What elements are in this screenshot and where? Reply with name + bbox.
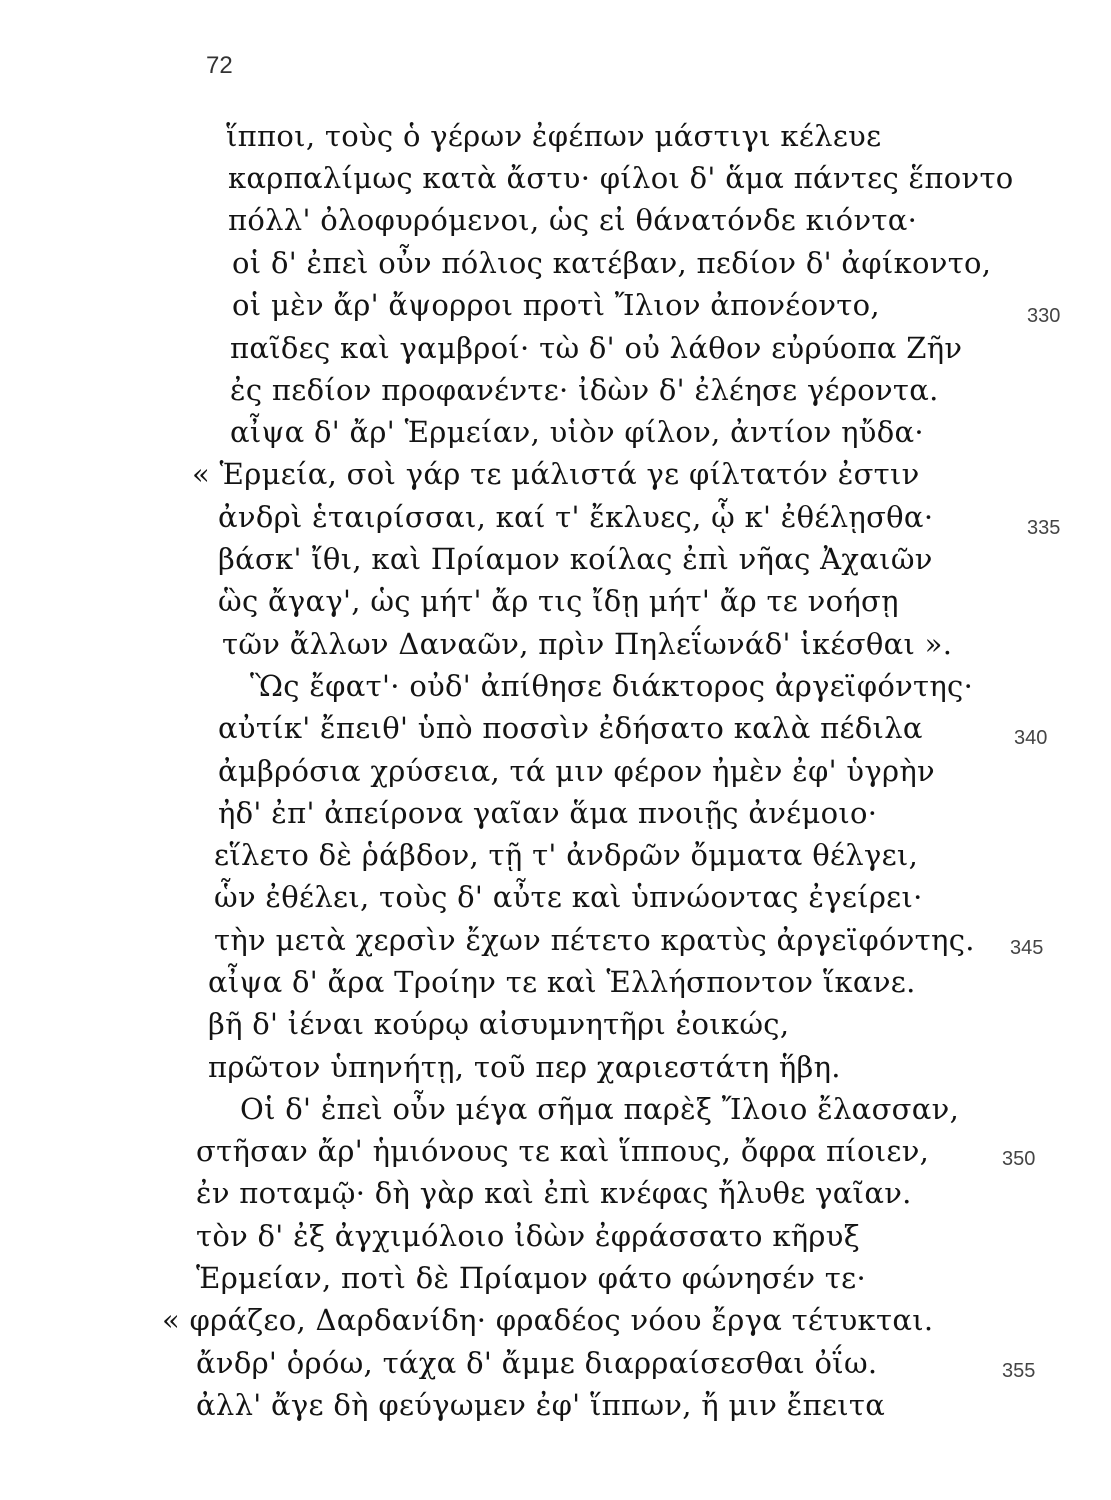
line-number: 350 — [1002, 1148, 1036, 1170]
verse-line: βῆ δ' ἰέναι κούρῳ αἰσυμνητῆρι ἐοικώς, — [208, 1007, 790, 1041]
verse-line: αὐτίκ' ἔπειθ' ὑπὸ ποσσὶν ἐδήσατο καλὰ πέδιλα — [218, 711, 923, 745]
verse-line: ὣς ἄγαγ', ὡς μήτ' ἄρ τις ἴδῃ μήτ' ἄρ τε νοήσῃ — [218, 584, 899, 618]
verse-line: οἱ δ' ἐπεὶ οὖν πόλιος κατέβαν, πεδίον δ' ἀφίκοντο, — [232, 246, 992, 280]
verse-line: πόλλ' ὀλοφυρόμενοι, ὡς εἰ θάνατόνδε κιόντα· — [228, 203, 918, 237]
line-number: 345 — [1010, 937, 1044, 959]
verse-line: ἀλλ' ἄγε δὴ φεύγωμεν ἐφ' ἵππων, ἤ μιν ἔπειτα — [196, 1388, 886, 1422]
verse-line: Οἱ δ' ἐπεὶ οὖν μέγα σῆμα παρὲξ Ἴλοιο ἔλασσαν, — [240, 1092, 960, 1126]
page-number: 72 — [206, 52, 233, 79]
verse-line: Ἑρμείαν, ποτὶ δὲ Πρίαμον φάτο φώνησέν τε· — [196, 1261, 866, 1295]
verse-line: αἶψα δ' ἄρ' Ἑρμείαν, υἱὸν φίλον, ἀντίον ηὔδα· — [230, 415, 924, 449]
verse-line: ἠδ' ἐπ' ἀπείρονα γαῖαν ἅμα πνοιῇς ἀνέμοιο· — [218, 796, 878, 830]
verse-line: καρπαλίμως κατὰ ἄστυ· φίλοι δ' ἅμα πάντες ἕποντο — [228, 161, 1014, 195]
line-number: 335 — [1027, 517, 1061, 539]
verse-line: ἐν ποταμῷ· δὴ γὰρ καὶ ἐπὶ κνέφας ἤλυθε γαῖαν. — [196, 1176, 912, 1210]
verse-line: αἶψα δ' ἄρα Τροίην τε καὶ Ἑλλήσποντον ἵκανε. — [208, 965, 916, 999]
verse-line: παῖδες καὶ γαμβροί· τὼ δ' οὐ λάθον εὐρύοπα Ζῆν — [230, 331, 963, 365]
verse-line: τὸν δ' ἐξ ἀγχιμόλοιο ἰδὼν ἐφράσσατο κῆρυξ — [196, 1219, 860, 1253]
verse-line: ἐς πεδίον προφανέντε· ἰδὼν δ' ἐλέησε γέροντα. — [230, 373, 939, 407]
verse-line: στῆσαν ἄρ' ἡμιόνους τε καὶ ἵππους, ὄφρα πίοιεν, — [196, 1134, 930, 1168]
verse-line: οἱ μὲν ἄρ' ἄψορροι προτὶ Ἴλιον ἀπονέοντο, — [232, 288, 880, 322]
verse-line: τὴν μετὰ χερσὶν ἔχων πέτετο κρατὺς ἀργεϊφόντης. — [214, 923, 975, 957]
verse-line: βάσκ' ἴθι, καὶ Πρίαμον κοίλας ἐπὶ νῆας Ἀχαιῶν — [218, 542, 933, 576]
line-number: 330 — [1027, 305, 1061, 327]
verse-line: εἵλετο δὲ ῥάβδον, τῇ τ' ἀνδρῶν ὄμματα θέλγει, — [214, 838, 919, 872]
verse-line: « φράζεο, Δαρδανίδη· φραδέος νόου ἔργα τέτυκται. — [162, 1303, 934, 1337]
verse-line: ἄνδρ' ὁρόω, τάχα δ' ἄμμε διαρραίσεσθαι ὀΐω. — [196, 1346, 878, 1380]
verse-line: ὧν ἐθέλει, τοὺς δ' αὖτε καὶ ὑπνώοντας ἐγείρει· — [214, 880, 923, 914]
verse-line: Ὣς ἔφατ'· οὐδ' ἀπίθησε διάκτορος ἀργεϊφόντης· — [250, 669, 974, 703]
verse-line: « Ἑρμεία, σοὶ γάρ τε μάλιστά γε φίλτατόν ἐστιν — [192, 457, 920, 491]
verse-line: πρῶτον ὑπηνήτῃ, τοῦ περ χαριεστάτη ἥβη. — [208, 1050, 841, 1084]
line-number: 355 — [1002, 1360, 1036, 1382]
verse-line: ἀμβρόσια χρύσεια, τά μιν φέρον ἠμὲν ἐφ' ὑγρὴν — [218, 754, 935, 788]
verse-line: ἵπποι, τοὺς ὁ γέρων ἐφέπων μάστιγι κέλευε — [226, 119, 882, 153]
verse-line: ἀνδρὶ ἑταιρίσσαι, καί τ' ἔκλυες, ᾧ κ' ἐθέλῃσθα· — [218, 500, 934, 534]
line-number: 340 — [1014, 727, 1048, 749]
verse-line: τῶν ἄλλων Δαναῶν, πρὶν Πηλεΐωνάδ' ἱκέσθαι ». — [222, 627, 953, 661]
